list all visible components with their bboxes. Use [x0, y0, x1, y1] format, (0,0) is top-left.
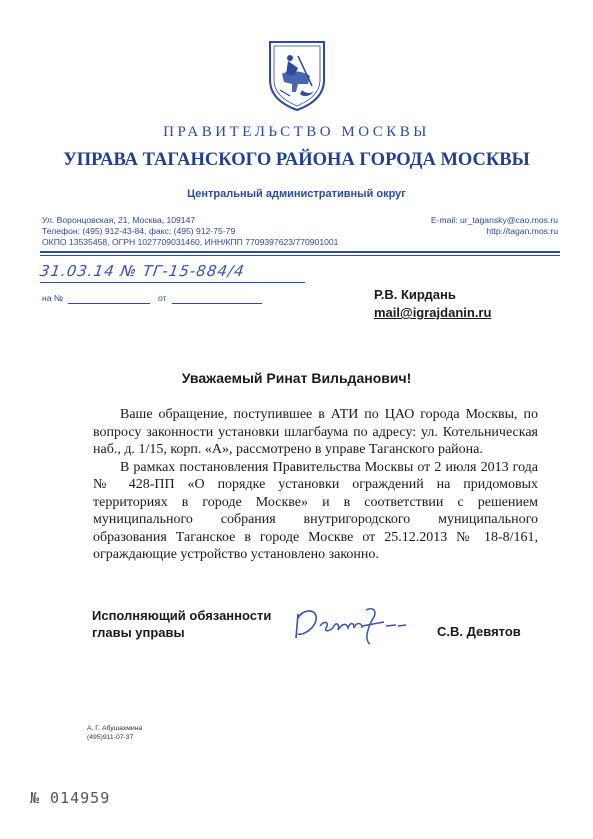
phone-line: Телефон: (495) 912-43-84, факс: (495) 912-75-79	[42, 226, 236, 236]
handwritten-signature	[292, 600, 417, 648]
handwritten-registration-number: 31.03.14 № ТГ-15-884/4	[38, 262, 246, 280]
email-link[interactable]: E-mail: ur_tagansky@cao.mos.ru	[430, 215, 558, 225]
body-paragraph: Ваше обращение, поступившее в АТИ по ЦАО города Москвы, по вопросу законности установки шлагбаума по адресу: ул. Котельническая наб., д. 1/15, корп. «А», рассмотрено в управе Таганского района.	[93, 407, 538, 457]
body-paragraph: В рамках постановления Правительства Москвы от 2 июля 2013 года № 428-ПП «О порядке установки ограждений на придомовых территориях в городе Москве» и в соответствии с решением муниципального собрания внутригородского муниципального образования Таганское в городе Москве от 25.12.2013 № 18-8/161, ограждающие устройство установлено законно.	[93, 459, 538, 562]
address-line: Ул. Воронцовская, 21, Москва, 109147	[42, 215, 196, 225]
executor-block	[87, 724, 142, 742]
government-title: ПРАВИТЕЛЬСТВО МОСКВЫ	[163, 124, 430, 140]
recipient-email-link[interactable]: mail@igrajdanin.ru	[374, 305, 492, 320]
council-title: УПРАВА ТАГАНСКОГО РАЙОНА ГОРОДА МОСКВЫ	[63, 150, 530, 170]
signatory-position	[92, 607, 271, 641]
position-line: Исполняющий обязанности	[92, 608, 272, 623]
registry-codes-line: ОКПО 13535458, ОГРН 1027709031460, ИНН/КПП 7709397623/770901001	[42, 237, 339, 247]
recipient-name: Р.В. Кирдань	[374, 287, 456, 302]
reply-date-blank	[172, 303, 262, 304]
letterhead-divider	[40, 251, 560, 253]
moscow-coat-of-arms-icon	[268, 40, 326, 112]
greeting: Уважаемый Ринат Вильданович!	[181, 370, 412, 386]
registration-underline	[40, 282, 305, 283]
reply-number-label: на №	[42, 293, 64, 303]
signatory-name: С.В. Девятов	[437, 624, 521, 639]
serial-number: № 014959	[30, 789, 111, 807]
district-subtitle: Центральный административный округ	[187, 188, 406, 200]
address-block	[42, 215, 338, 248]
letterhead-divider-thin	[40, 255, 560, 256]
letter-body	[93, 406, 538, 564]
contacts-block	[431, 215, 558, 237]
position-line: главы управы	[92, 625, 185, 640]
executor-name: А. Г. Абушахмина	[87, 725, 143, 732]
executor-phone: (495)911-07-37	[87, 734, 134, 741]
reply-number-blank	[68, 303, 150, 304]
website-link[interactable]: http://tagan.mos.ru	[486, 226, 558, 236]
reply-date-label: от	[158, 293, 167, 303]
